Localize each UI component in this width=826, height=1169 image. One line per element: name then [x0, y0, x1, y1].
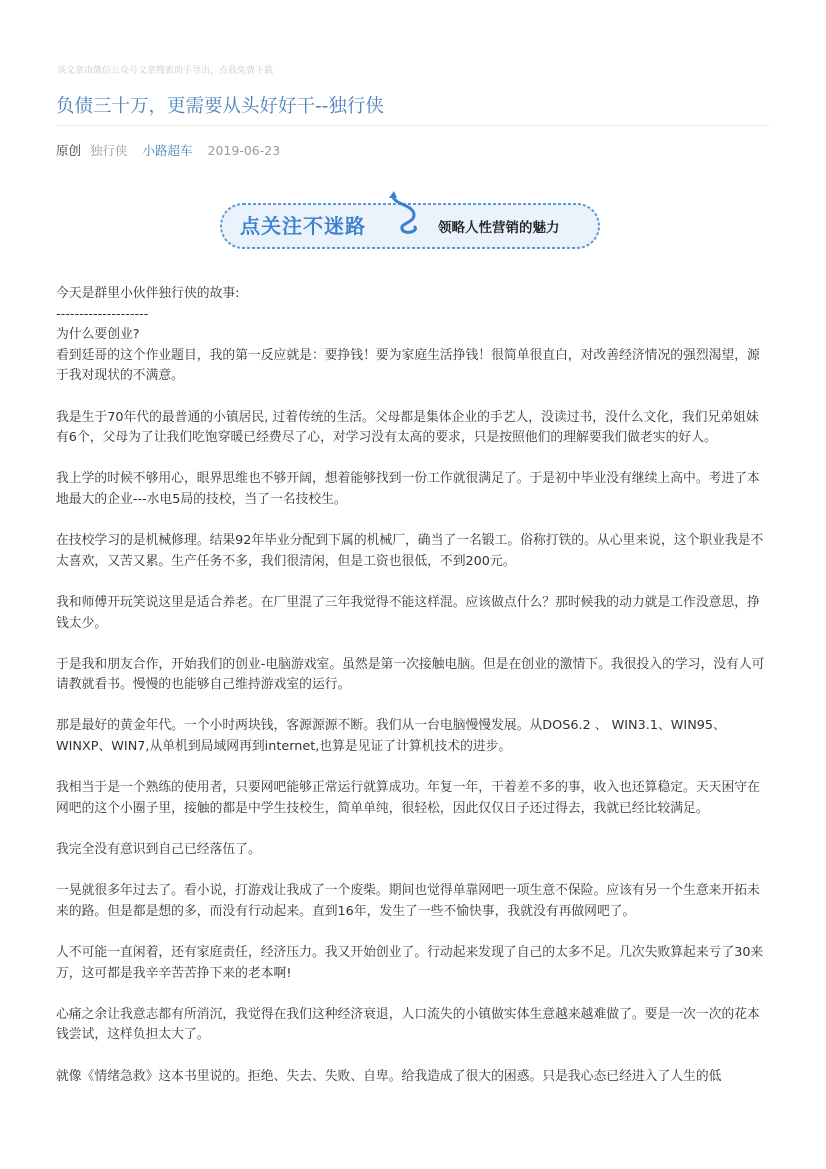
- question-line: 为什么要创业?: [56, 327, 140, 343]
- follow-banner-graphic: [218, 187, 603, 253]
- banner-left-text: 点关注不迷路: [240, 214, 366, 238]
- paragraph: 我和师傅开玩笑说这里是适合养老。在厂里混了三年我觉得不能这样混。应该做点什么？那时候我的动力就是工作没意思，挣钱太少。: [56, 594, 760, 631]
- title-divider: [56, 125, 770, 126]
- paragraph: 我完全没有意识到自己已经落伍了。: [56, 842, 261, 858]
- paragraph: 我是生于70年代的最普通的小镇居民, 过着传统的生活。父母都是集体企业的手艺人，没读过书，没什么文化，我们兄弟姐妹有6个，父母为了让我们吃饱穿暖已经费尽了心，对学习没有太高的要求，只是按照他们的理解要我们做老实的好人。: [56, 409, 759, 446]
- article-title: 负债三十万，更需要从头好好干--独行侠: [56, 96, 384, 117]
- paragraph: 人不可能一直闲着，还有家庭责任，经济压力。我又开始创业了。行动起来发现了自己的太多不足。几次失败算起来亏了30来万，这可都是我辛辛苦苦挣下来的老本啊!: [56, 945, 764, 981]
- intro-line: 今天是群里小伙伴独行侠的故事:: [56, 286, 240, 301]
- follow-banner: [218, 187, 603, 253]
- account-link[interactable]: 小路超车: [142, 143, 193, 158]
- paragraph: 看到廷哥的这个作业题目，我的第一反应就是：要挣钱！要为家庭生活挣钱！很简单很直白，对改善经济情况的强烈渴望，源于我对现状的不满意。: [56, 347, 760, 384]
- paragraph: 在技校学习的是机械修理。结果92年毕业分配到下属的机械厂，确当了一名锻工。俗称打铁的。从心里来说，这个职业我是不太喜欢，又苦又累。生产任务不多，我们很清闲，但是工资也很低，不到200元。: [56, 533, 764, 569]
- paragraph: 就像《情绪急救》这本书里说的。拒绝、失去、失败、自卑。给我造成了很大的困惑。只是我心态已经进入了人生的低: [56, 1068, 722, 1084]
- export-notice[interactable]: 该文章由微信公众号文章搜索助手导出，点我免费下载: [57, 66, 274, 76]
- article-body: [56, 284, 770, 1087]
- paragraph: 我相当于是一个熟练的使用者，只要网吧能够正常运行就算成功。年复一年，干着差不多的事，收入也还算稳定。天天困守在网吧的这个小圈子里，接触的都是中学生技校生，简单单纯，很轻松，因此仅仅日子还过得去，我就已经比较满足。: [56, 780, 760, 816]
- paragraph: 于是我和朋友合作，开始我们的创业-电脑游戏室。虽然是第一次接触电脑。但是在创业的激情下。我很投入的学习，没有人可请教就看书。慢慢的也能够自己维持游戏室的运行。: [56, 656, 765, 693]
- paragraph: 那是最好的黄金年代。一个小时两块钱，客源源源不断。我们从一台电脑慢慢发展。从DOS6.2 、 WIN3.1、WIN95、WINXP、WIN7,从单机到局域网再到internet,也算是见证了计算机技术的进步。: [56, 718, 726, 755]
- publish-date: 2019-06-23: [207, 143, 281, 158]
- paragraph: 我上学的时候不够用心，眼界思维也不够开阔，想着能够找到一份工作就很满足了。于是初中毕业没有继续上高中。考进了本地最大的企业---水电5局的技校，当了一名技校生。: [56, 471, 760, 507]
- article-meta: [56, 141, 280, 159]
- author-name: 独行侠: [90, 143, 128, 158]
- divider-line: --------------------: [56, 306, 149, 322]
- banner-right-text: 领略人性营销的魅力: [438, 220, 560, 236]
- original-tag: 原创: [56, 143, 82, 158]
- paragraph: 心痛之余让我意志都有所消沉，我觉得在我们这种经济衰退，人口流失的小镇做实体生意越来越难做了。要是一次一次的花本钱尝试，这样负担太大了。: [56, 1006, 760, 1043]
- paragraph: 一晃就很多年过去了。看小说，打游戏让我成了一个废柴。期间也觉得单靠网吧一项生意不保险。应该有另一个生意来开拓未来的路。但是都是想的多，而没有行动起来。直到16年，发生了一些不愉快事，我就没有再做网吧了。: [56, 883, 760, 919]
